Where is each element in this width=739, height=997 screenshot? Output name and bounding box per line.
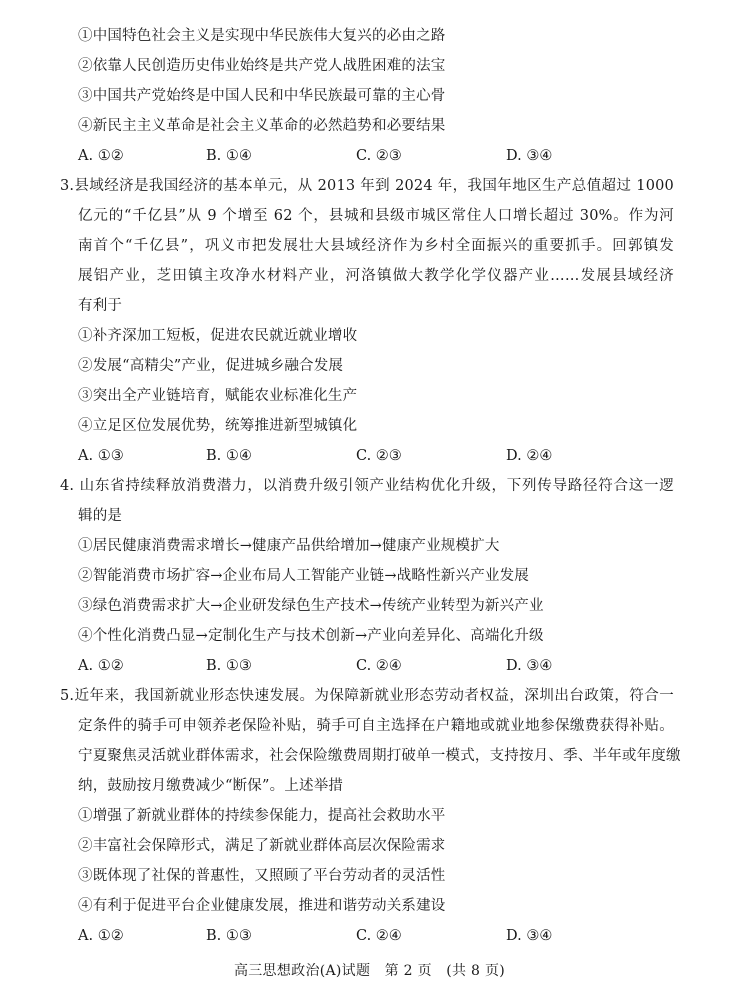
q4-option-1: ①居民健康消费需求增长→健康产品供给增加→健康产业规模扩大 — [78, 538, 500, 554]
q5-option-1: ①增强了新就业群体的持续参保能力，提高社会救助水平 — [78, 808, 446, 824]
q4-choice-a: A. ①② — [78, 658, 124, 674]
q3-choice-c: C. ②③ — [356, 448, 402, 464]
q3-option-2: ②发展“高精尖”产业，促进城乡融合发展 — [78, 358, 344, 374]
q3-stem-line-1: 3.县域经济是我国经济的基本单元，从 2013 年到 2024 年，我国年地区生产总值超过 1000 — [60, 178, 674, 194]
q5-choice-c: C. ②④ — [356, 928, 402, 944]
q4-option-4: ④个性化消费凸显→定制化生产与技术创新→产业向差异化、高端化升级 — [78, 628, 544, 644]
q5-choice-b: B. ①③ — [206, 928, 252, 944]
q5-choice-a: A. ①② — [78, 928, 124, 944]
q4-option-2: ②智能消费市场扩容→企业布局人工智能产业链→战略性新兴产业发展 — [78, 568, 529, 584]
q2-option-1: ①中国特色社会主义是实现中华民族伟大复兴的必由之路 — [78, 28, 446, 44]
q3-option-1: ①补齐深加工短板，促进农民就近就业增收 — [78, 328, 358, 344]
q4-choice-c: C. ②④ — [356, 658, 402, 674]
q4-stem-line-2: 辑的是 — [78, 508, 123, 524]
q5-stem-line-2: 定条件的骑手可申领养老保险补贴，骑手可自主选择在户籍地或就业地参保缴费获得补贴。 — [78, 718, 674, 734]
q5-stem-line-3: 宁夏聚焦灵活就业群体需求，社会保险缴费周期打破单一模式，支持按月、季、半年或年度缴 — [78, 748, 681, 764]
q2-option-4: ④新民主主义革命是社会主义革命的必然趋势和必要结果 — [78, 118, 446, 134]
q3-option-3: ③突出全产业链培育，赋能农业标准化生产 — [78, 388, 358, 404]
q3-choices — [78, 446, 638, 466]
q5-choices — [78, 926, 638, 946]
q4-choices — [78, 656, 638, 676]
q3-stem-line-4: 展铝产业，芝田镇主攻净水材料产业，河洛镇做大教学化学仪器产业……发展县域经济 — [78, 268, 674, 284]
q4-stem-line-1: 4. 山东省持续释放消费潜力，以消费升级引领产业结构优化升级，下列传导路径符合这一逻 — [60, 478, 674, 494]
q4-choice-d: D. ③④ — [506, 658, 553, 674]
q2-choices — [78, 146, 638, 166]
q3-stem-line-2: 亿元的“千亿县”从 9 个增至 62 个，县城和县级市城区常住人口增长超过 30%。作为河 — [78, 208, 674, 224]
q2-choice-a: A. ①② — [78, 148, 124, 164]
q5-option-4: ④有利于促进平台企业健康发展，推进和谐劳动关系建设 — [78, 898, 446, 914]
q2-choice-d: D. ③④ — [506, 148, 553, 164]
q2-choice-b: B. ①④ — [206, 148, 252, 164]
page-footer: 高三思想政治(A)试题 第 2 页 (共 8 页) — [233, 963, 506, 979]
q5-option-3: ③既体现了社保的普惠性，又照顾了平台劳动者的灵活性 — [78, 868, 446, 884]
q2-option-3: ③中国共产党始终是中国人民和中华民族最可靠的主心骨 — [78, 88, 446, 104]
q2-choice-c: C. ②③ — [356, 148, 402, 164]
q5-option-2: ②丰富社会保障形式，满足了新就业群体高层次保险需求 — [78, 838, 446, 854]
q5-choice-d: D. ③④ — [506, 928, 553, 944]
q3-choice-b: B. ①④ — [206, 448, 252, 464]
q3-choice-a: A. ①③ — [78, 448, 124, 464]
q2-option-2: ②依靠人民创造历史伟业始终是共产党人战胜困难的法宝 — [78, 58, 446, 74]
q3-option-4: ④立足区位发展优势，统筹推进新型城镇化 — [78, 418, 358, 434]
q3-choice-d: D. ②④ — [506, 448, 553, 464]
q3-stem-line-5: 有利于 — [78, 298, 123, 314]
q3-stem-line-3: 南首个“千亿县”，巩义市把发展壮大县域经济作为乡村全面振兴的重要抓手。回郭镇发 — [78, 238, 674, 254]
q5-stem-line-4: 纳，鼓励按月缴费减少“断保”。上述举措 — [78, 778, 344, 794]
q5-stem-line-1: 5.近年来，我国新就业形态快速发展。为保障新就业形态劳动者权益，深圳出台政策，符合一 — [60, 688, 674, 704]
q4-choice-b: B. ①③ — [206, 658, 252, 674]
q4-option-3: ③绿色消费需求扩大→企业研发绿色生产技术→传统产业转型为新兴产业 — [78, 598, 544, 614]
